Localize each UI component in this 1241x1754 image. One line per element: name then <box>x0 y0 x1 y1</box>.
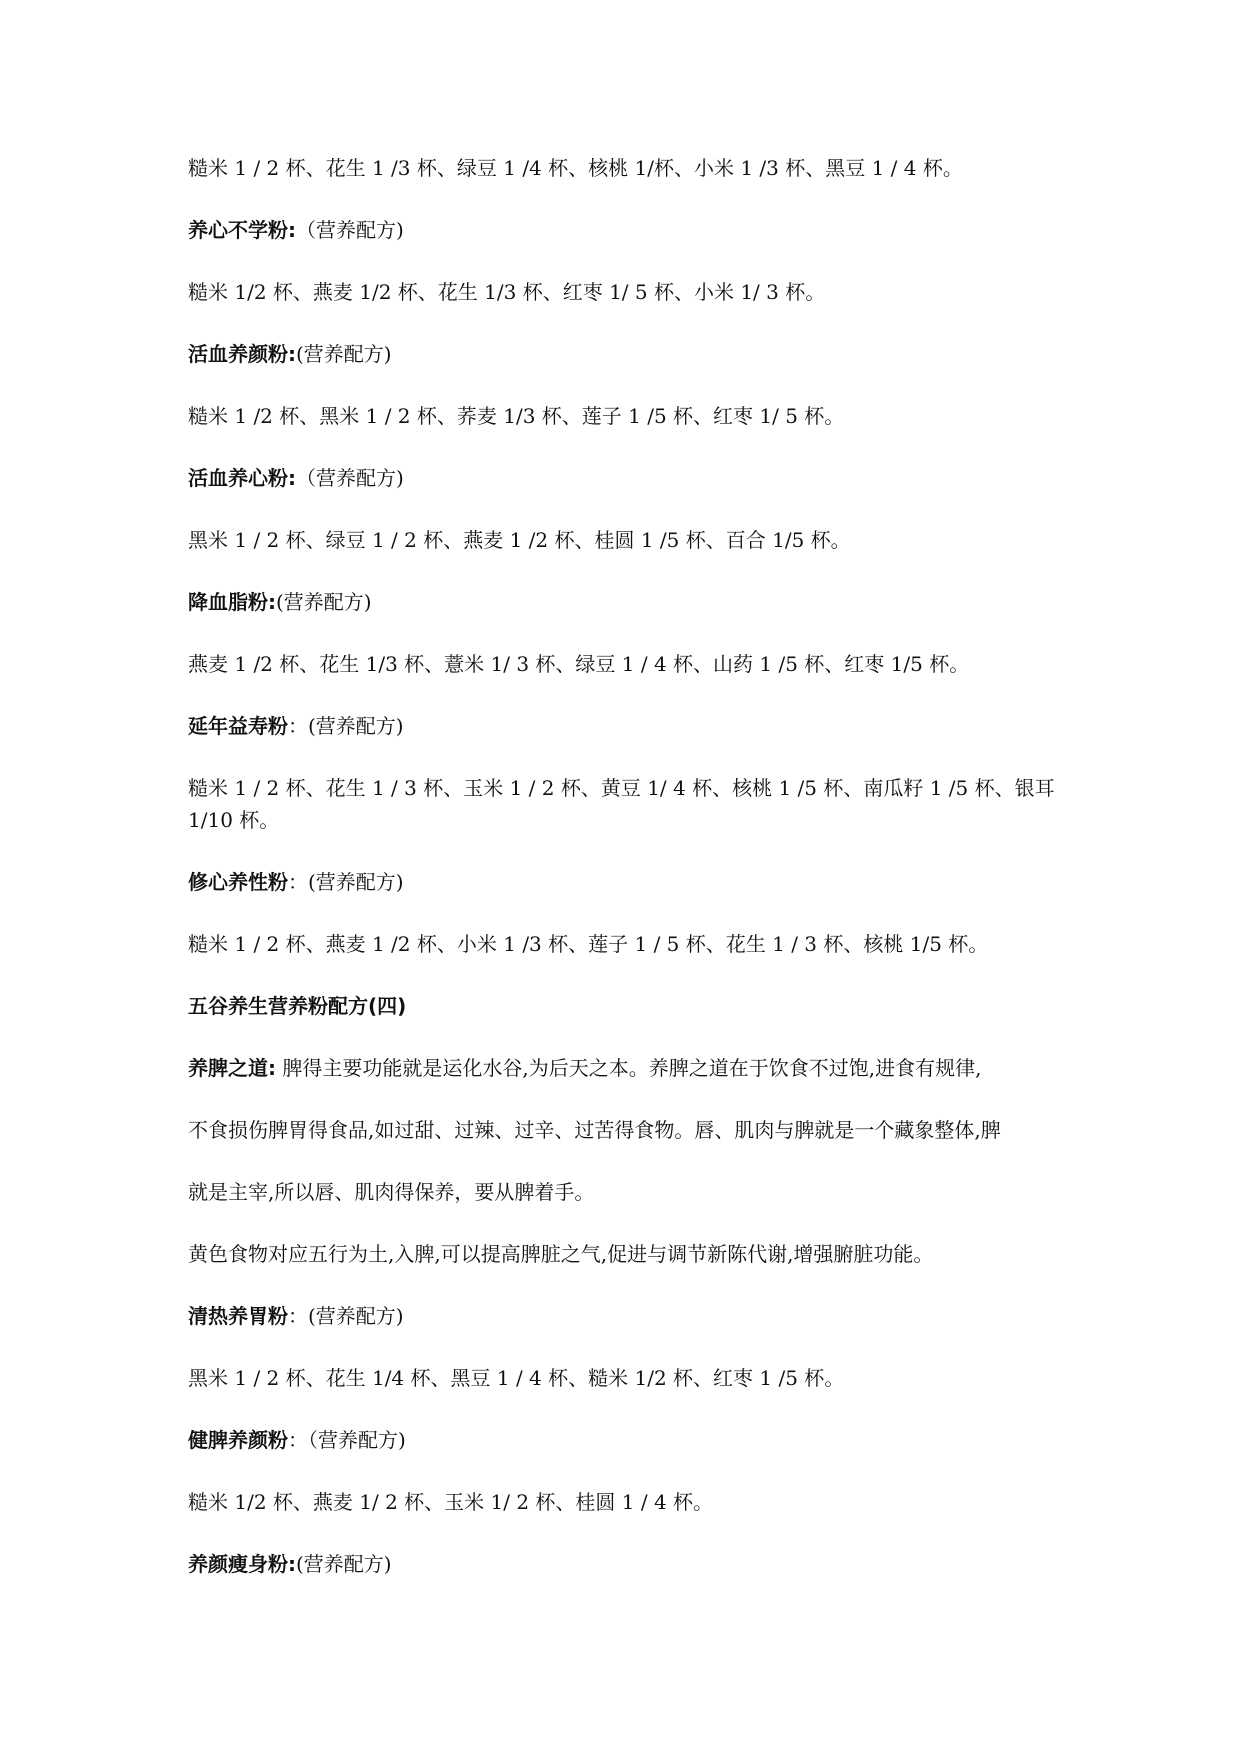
recipe-heading <box>188 710 1068 742</box>
recipe-heading <box>188 338 1068 370</box>
recipe-heading <box>188 1424 1068 1456</box>
recipe-heading <box>188 586 1068 618</box>
recipe-title: 降血脂粉: <box>188 590 276 614</box>
recipe-note: （营养配方) <box>296 218 404 242</box>
recipe-ingredients: 燕麦 1 /2 杯、花生 1/3 杯、薏米 1/ 3 杯、绿豆 1 / 4 杯、山药 1 /5 杯、红枣 1/5 杯。 <box>188 652 970 676</box>
recipe-title: 清热养胃粉 <box>188 1304 288 1328</box>
recipe-ingredients: 黑米 1 / 2 杯、绿豆 1 / 2 杯、燕麦 1 /2 杯、桂圆 1 /5 杯、百合 1/5 杯。 <box>188 528 851 552</box>
recipe-note: (营养配方) <box>296 1552 392 1576</box>
document-page <box>188 152 1068 1580</box>
recipe-heading <box>188 462 1068 494</box>
recipe-ingredients: 糙米 1 /2 杯、黑米 1 / 2 杯、荞麦 1/3 杯、莲子 1 /5 杯、红枣 1/ 5 杯。 <box>188 404 845 428</box>
recipe-heading <box>188 1300 1068 1332</box>
recipe-title: 活血养心粉: <box>188 466 296 490</box>
recipe-title: 养心不学粉: <box>188 218 296 242</box>
recipe-note: ：（营养配方) <box>288 1428 406 1452</box>
recipe-heading <box>188 1548 1068 1580</box>
recipe-ingredients: 糙米 1 / 2 杯、花生 1 / 3 杯、玉米 1 / 2 杯、黄豆 1/ 4 杯、核桃 1 /5 杯、南瓜籽 1 /5 杯、银耳 1/10 杯。 <box>188 776 1055 832</box>
paragraph-heading <box>188 1052 1068 1084</box>
section-title: 五谷养生营养粉配方(四) <box>188 994 407 1018</box>
recipe-title: 延年益寿粉 <box>188 714 288 738</box>
recipe-ingredients: 黑米 1 / 2 杯、花生 1/4 杯、黑豆 1 / 4 杯、糙米 1/2 杯、红枣 1 /5 杯。 <box>188 1366 845 1390</box>
recipe-ingredients: 糙米 1/2 杯、燕麦 1/2 杯、花生 1/3 杯、红枣 1/ 5 杯、小米 1/ 3 杯。 <box>188 280 826 304</box>
recipe-title: 健脾养颜粉 <box>188 1428 288 1452</box>
recipe-note: ：(营养配方) <box>288 714 404 738</box>
recipe-note: (营养配方) <box>276 590 372 614</box>
recipe-ingredients: 糙米 1 / 2 杯、花生 1 /3 杯、绿豆 1 /4 杯、核桃 1/杯、小米 1 /3 杯、黑豆 1 / 4 杯。 <box>188 156 963 180</box>
paragraph-text: 就是主宰,所以唇、肌肉得保养，要从脾着手。 <box>188 1180 595 1204</box>
recipe-heading <box>188 214 1068 246</box>
recipe-note: ：(营养配方) <box>288 870 404 894</box>
recipe-heading <box>188 866 1068 898</box>
recipe-title: 活血养颜粉: <box>188 342 296 366</box>
recipe-note: (营养配方) <box>296 342 392 366</box>
paragraph-lead: 养脾之道: <box>188 1056 276 1080</box>
recipe-title: 修心养性粉 <box>188 870 288 894</box>
section-heading <box>188 990 1068 1022</box>
paragraph-text: 黄色食物对应五行为土,入脾,可以提高脾脏之气,促进与调节新陈代谢,增强腑脏功能。 <box>188 1242 934 1266</box>
recipe-note: ：(营养配方) <box>288 1304 404 1328</box>
recipe-ingredients: 糙米 1/2 杯、燕麦 1/ 2 杯、玉米 1/ 2 杯、桂圆 1 / 4 杯。 <box>188 1490 714 1514</box>
paragraph-text: 不食损伤脾胃得食品,如过甜、过辣、过辛、过苦得食物。唇、肌肉与脾就是一个藏象整体,脾 <box>188 1118 1001 1142</box>
recipe-title: 养颜瘦身粉: <box>188 1552 296 1576</box>
paragraph-text: 脾得主要功能就是运化水谷,为后天之本。养脾之道在于饮食不过饱,进食有规律, <box>276 1056 982 1080</box>
recipe-ingredients: 糙米 1 / 2 杯、燕麦 1 /2 杯、小米 1 /3 杯、莲子 1 / 5 杯、花生 1 / 3 杯、核桃 1/5 杯。 <box>188 932 989 956</box>
recipe-note: （营养配方) <box>296 466 404 490</box>
